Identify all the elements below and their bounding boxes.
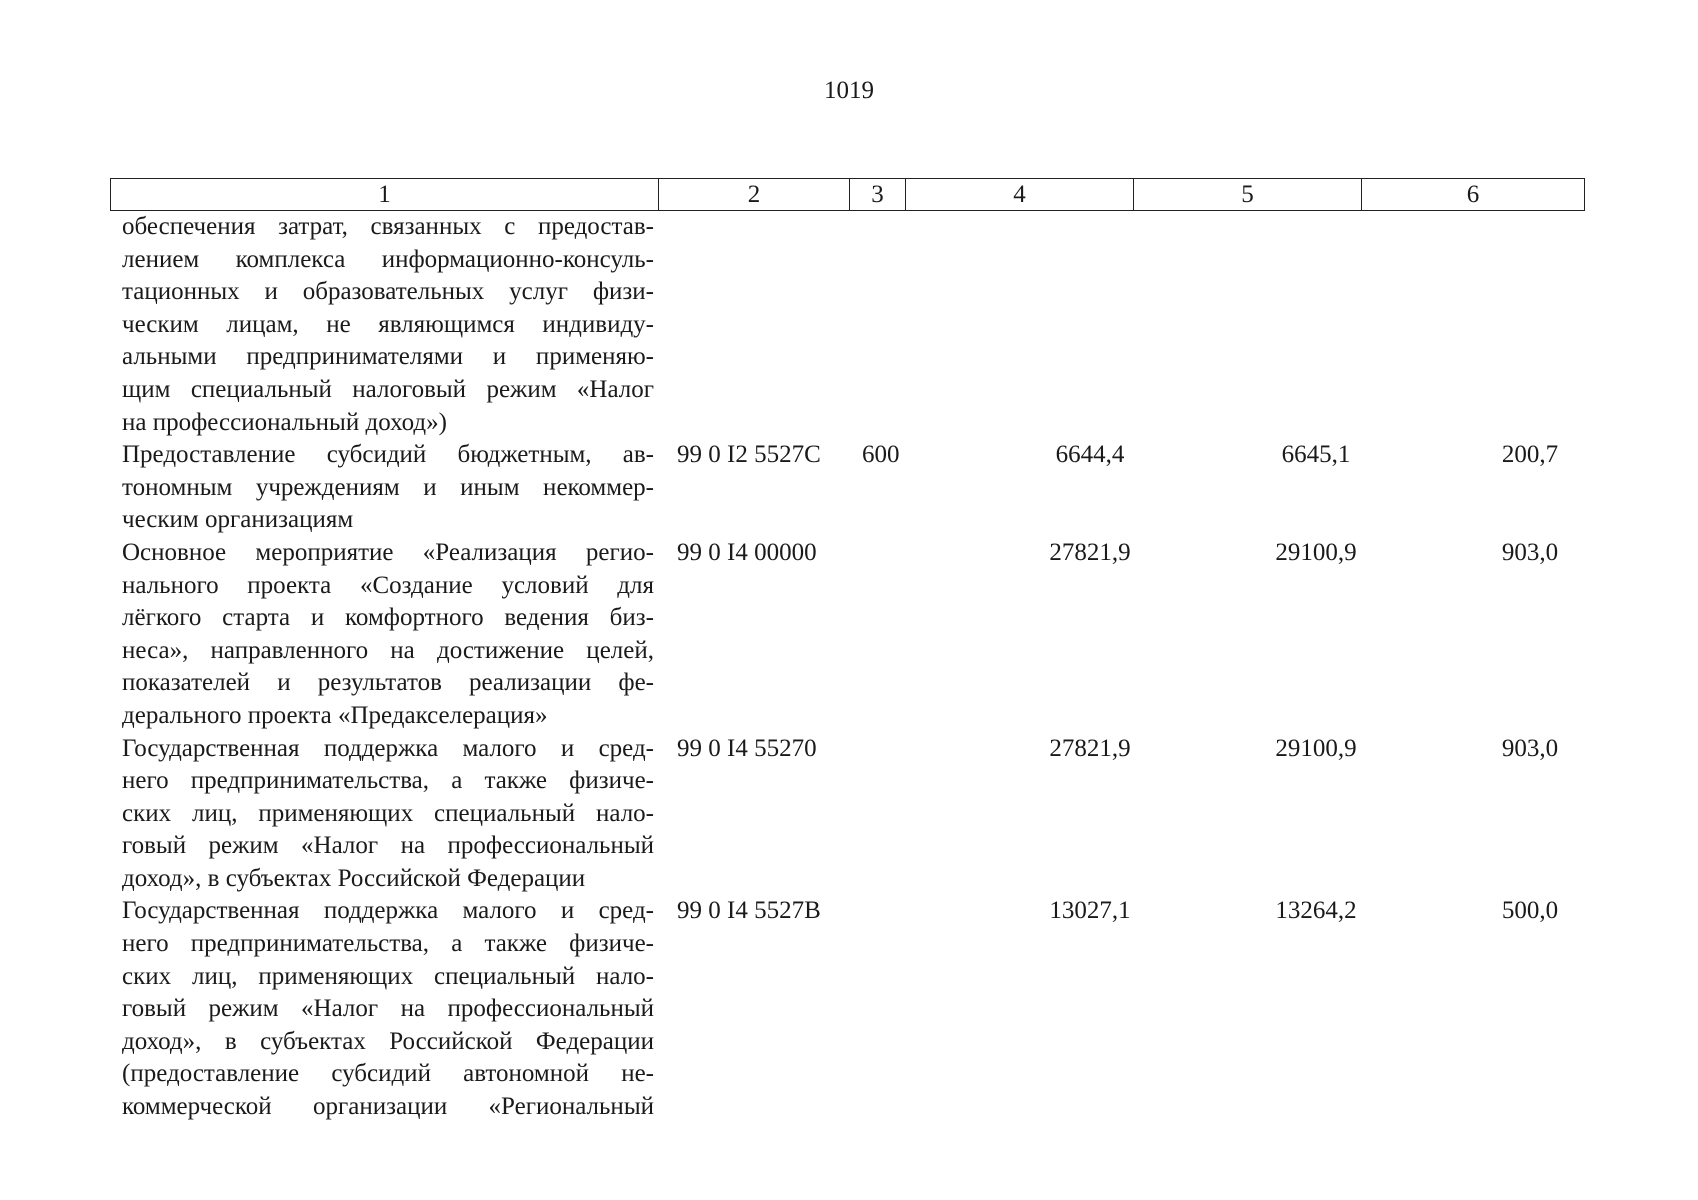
- description-line: неса», направленного на достижение целей,: [122, 636, 654, 664]
- row-description: [122, 439, 654, 537]
- column-header-6: 6: [1362, 179, 1585, 211]
- description-line: ских лиц, применяющих специальный нало-: [122, 962, 654, 990]
- table-row: [110, 895, 1592, 1123]
- amount-col-5: 29100,9: [1275, 538, 1357, 566]
- description-line: Предоставление субсидий бюджетным, ав-: [122, 441, 654, 469]
- amount-col-4: 6644,4: [1055, 441, 1125, 469]
- budget-code: 99 0 I4 5527B: [677, 897, 821, 925]
- amount-col-6: 903,0: [1501, 734, 1559, 762]
- expense-type: 600: [862, 441, 900, 469]
- description-line: обеспечения затрат, связанных с предостав-: [122, 213, 654, 240]
- table-row: [110, 439, 1592, 537]
- description-line: дерального проекта «Предакселерация»: [122, 701, 548, 729]
- description-line: (предоставление субсидий автономной не-: [122, 1060, 654, 1088]
- column-header-2: 2: [659, 179, 850, 211]
- description-line: коммерческой организации «Региональный: [122, 1093, 654, 1121]
- description-line: него предпринимательства, а также физиче-: [122, 930, 654, 958]
- column-header-5: 5: [1134, 179, 1362, 211]
- column-header-1: 1: [111, 179, 659, 211]
- column-header-3: 3: [850, 179, 906, 211]
- row-description: [122, 895, 654, 1123]
- description-line: щим специальный налоговый режим «Налог: [122, 375, 654, 403]
- amount-col-5: 13264,2: [1275, 897, 1357, 925]
- description-line: Государственная поддержка малого и сред-: [122, 897, 654, 925]
- row-description: [122, 211, 654, 439]
- description-line: тономным учреждениям и иным некоммер-: [122, 473, 654, 501]
- amount-col-6: 500,0: [1501, 897, 1559, 925]
- budget-code: 99 0 I2 5527C: [677, 441, 821, 469]
- description-line: тационных и образовательных услуг физи-: [122, 278, 654, 306]
- amount-col-5: 6645,1: [1281, 441, 1351, 469]
- budget-code: 99 0 I4 00000: [677, 538, 817, 566]
- amount-col-4: 27821,9: [1049, 734, 1131, 762]
- description-line: доход», в субъектах Российской Федерации: [122, 1027, 654, 1055]
- description-line: него предпринимательства, а также физиче-: [122, 767, 654, 795]
- amount-col-6: 903,0: [1501, 538, 1559, 566]
- page-number: 1019: [824, 77, 874, 104]
- description-line: говый режим «Налог на профессиональный: [122, 995, 654, 1023]
- column-header-4: 4: [906, 179, 1134, 211]
- amount-col-4: 27821,9: [1049, 538, 1131, 566]
- description-line: ских лиц, применяющих специальный нало-: [122, 799, 654, 827]
- description-line: Основное мероприятие «Реализация регио-: [122, 538, 654, 566]
- amount-col-5: 29100,9: [1275, 734, 1357, 762]
- description-line: Государственная поддержка малого и сред-: [122, 734, 654, 762]
- column-header-table: [110, 178, 1585, 211]
- description-line: доход», в субъектах Российской Федерации: [122, 864, 586, 892]
- description-line: лёгкого старта и комфортного ведения биз-: [122, 604, 654, 632]
- description-line: ческим организациям: [122, 506, 354, 534]
- column-header-row: [111, 179, 1585, 211]
- description-line: показателей и результатов реализации фе-: [122, 669, 654, 697]
- amount-col-6: 200,7: [1501, 441, 1559, 469]
- table-row: [110, 733, 1592, 896]
- amount-col-4: 13027,1: [1049, 897, 1131, 925]
- description-line: ческим лицам, не являющимся индивиду-: [122, 310, 654, 338]
- row-description: [122, 537, 654, 733]
- budget-code: 99 0 I4 55270: [677, 734, 817, 762]
- table-row: [110, 211, 1592, 439]
- description-line: на профессиональный доход»): [122, 408, 447, 436]
- table-body: [110, 211, 1592, 1124]
- description-line: альными предпринимателями и применяю-: [122, 343, 654, 371]
- description-line: нального проекта «Создание условий для: [122, 571, 654, 599]
- table-row: [110, 537, 1592, 733]
- row-description: [122, 733, 654, 896]
- description-line: говый режим «Налог на профессиональный: [122, 832, 654, 860]
- description-line: лением комплекса информационно-консуль-: [122, 245, 654, 273]
